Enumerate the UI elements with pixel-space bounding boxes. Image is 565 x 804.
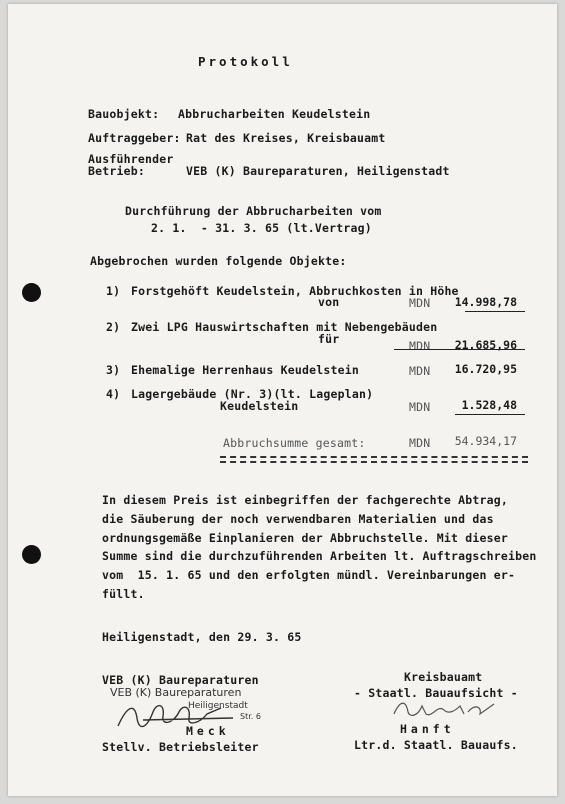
ausfuehrender-label-2: Betrieb:	[88, 164, 145, 178]
paragraph-line-4: Summe sind die durchzuführenden Arbeiten lt. Auftragschreiben	[102, 549, 537, 563]
object-1-currency: MDN	[409, 296, 431, 310]
object-4-line1: Lagergebäude (Nr. 3)(lt. Lageplan)	[131, 387, 374, 401]
paragraph-line-1: In diesem Preis ist einbegriffen der fachgerechte Abtrag,	[102, 493, 509, 507]
left-signer-role: Stellv. Betriebsleiter	[102, 740, 259, 754]
bauobjekt-label: Bauobjekt:	[88, 107, 160, 121]
right-handwritten-signature	[390, 696, 500, 722]
paragraph-line-2: die Säuberung der noch verwendbaren Materialien und das	[102, 512, 494, 526]
double-rule-top	[220, 456, 528, 458]
durchfuehrung-line1: Durchführung der Abbrucharbeiten vom	[125, 204, 382, 218]
object-2-line1: Zwei LPG Hauswirtschaften mit Nebengebäuden	[131, 320, 438, 334]
punch-hole-bottom	[22, 545, 41, 564]
underline-2	[394, 349, 525, 350]
total-currency: MDN	[409, 436, 431, 450]
object-2-line2: für	[318, 332, 340, 346]
paragraph-line-5: vom 15. 1. 65 und den erfolgten mündl. Vereinbarungen er-	[102, 568, 516, 582]
total-amount: 54.934,17	[454, 434, 517, 448]
document-title: Protokoll	[198, 54, 293, 69]
ausfuehrender-label-1: Ausführender	[88, 152, 174, 166]
object-3-line1: Ehemalige Herrenhaus Keudelstein	[131, 363, 359, 377]
punch-hole-top	[22, 283, 41, 302]
double-rule-bottom	[220, 461, 528, 463]
object-2-number: 2)	[106, 320, 121, 334]
paragraph-line-6: füllt.	[102, 587, 145, 601]
right-org-1: Kreisbauamt	[404, 670, 483, 684]
object-1-number: 1)	[106, 284, 121, 298]
total-label: Abbruchsumme gesamt:	[223, 436, 366, 450]
object-1-line1: Forstgehöft Keudelstein, Abbruchkosten in Höhe	[131, 284, 459, 298]
durchfuehrung-line2: 2. 1. - 31. 3. 65 (lt.Vertrag)	[151, 221, 372, 235]
left-org: VEB (K) Baureparaturen	[102, 673, 259, 687]
underline-1	[465, 311, 525, 312]
company-stamp-line2: Heiligenstadt	[188, 701, 248, 711]
object-1-line2: von	[318, 295, 340, 309]
object-4-line2: Keudelstein	[220, 399, 299, 413]
paragraph-line-3: ordnungsgemäße Einplanieren der Abbruchstelle. Mit dieser	[102, 531, 509, 545]
object-4-currency: MDN	[409, 400, 431, 414]
object-3-amount: 16.720,95	[454, 362, 517, 376]
auftraggeber-label: Auftraggeber:	[88, 131, 181, 145]
object-1-amount: 14.998,78	[454, 295, 517, 309]
right-signer-name: Hanft	[400, 722, 455, 736]
bauobjekt-value: Abbrucharbeiten Keudelstein	[178, 107, 371, 121]
company-stamp-line3: Str. 6	[240, 712, 261, 721]
right-signer-role: Ltr.d. Staatl. Bauaufs.	[354, 738, 518, 752]
ausfuehrender-value: VEB (K) Baureparaturen, Heiligenstadt	[186, 164, 450, 178]
object-3-number: 3)	[106, 363, 121, 377]
left-signer-name: Meck	[186, 724, 230, 738]
object-2-currency: MDN	[409, 339, 431, 353]
underline-4	[455, 414, 525, 415]
auftraggeber-value: Rat des Kreises, Kreisbauamt	[186, 131, 386, 145]
objects-intro: Abgebrochen wurden folgende Objekte:	[90, 254, 347, 268]
object-4-number: 4)	[106, 387, 121, 401]
object-4-amount: 1.528,48	[461, 398, 517, 412]
document-page	[8, 4, 557, 796]
object-2-amount: 21.685,96	[454, 338, 517, 352]
object-3-currency: MDN	[409, 364, 431, 378]
place-date: Heiligenstadt, den 29. 3. 65	[102, 630, 302, 644]
right-org-2: - Staatl. Bauaufsicht -	[354, 686, 518, 700]
company-stamp-line1: VEB (K) Baureparaturen	[110, 686, 242, 699]
